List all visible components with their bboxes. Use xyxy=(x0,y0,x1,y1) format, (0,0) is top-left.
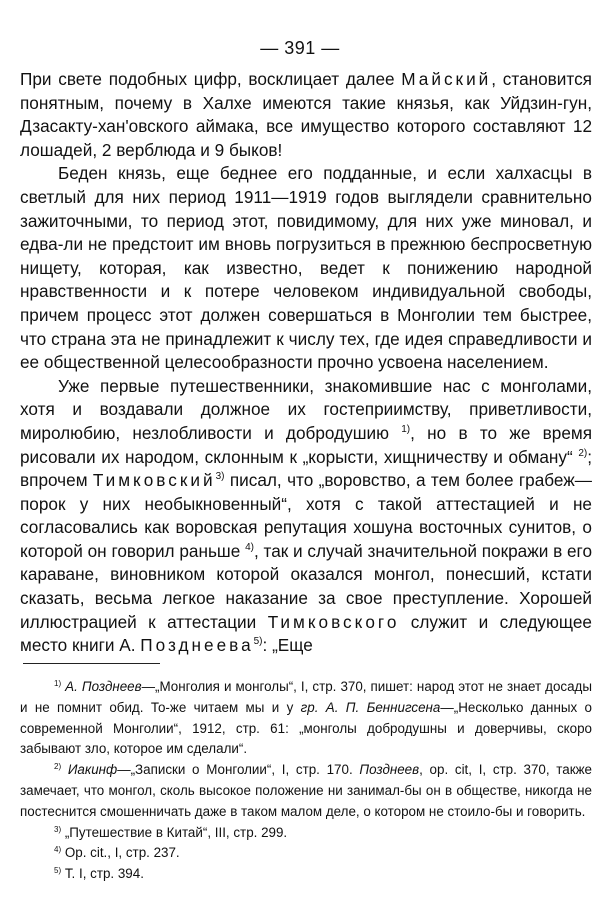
spaced-name: Майский xyxy=(401,69,492,89)
footnote-ref[interactable]: 5) xyxy=(253,636,263,648)
footnote-5 xyxy=(20,864,592,885)
footnote-text: —„Записки о Монголии“, I, стр. 170. xyxy=(117,762,360,778)
paragraph-text: , но в то же время рисовали их народом, склонным к „корысти, хищничеству и обману“ xyxy=(20,422,592,467)
footnote-2 xyxy=(20,760,592,822)
spaced-name: Позднеева xyxy=(140,635,254,656)
footnote-ref[interactable]: 3) xyxy=(215,471,225,483)
footnote-ref[interactable]: 2) xyxy=(578,447,588,459)
footnote-author: гр. А. П. Беннигсена xyxy=(300,699,441,715)
paragraph-text: ; впрочем xyxy=(20,446,592,491)
footnote-text: —„Монголия и монголы“, I, стр. 370, пишет: народ этот не знает досады и не помнит обид. То-же читаем мы и у xyxy=(20,679,592,715)
spaced-name: Тимковский xyxy=(92,470,216,491)
footnote-number: 5) xyxy=(54,866,62,876)
footnote-text: Op. cit., I, стр. 237. xyxy=(61,845,180,861)
main-text xyxy=(20,68,592,658)
paragraph-text: писал, что „воровство, а тем более грабеж—порок у них необыкновенный“, хотя с такой аттестацией и не согласовались как воровская репутация хошуна восточных сунитов, о которой он говорил раньше xyxy=(20,470,592,561)
footnote-author: Позднеев xyxy=(359,762,420,778)
footnote-3 xyxy=(20,823,592,844)
footnote-text: „Путешествие в Китай“, III, стр. 299. xyxy=(61,824,288,840)
footnote-number: 1) xyxy=(54,679,62,688)
footnote-author: А. Позднеев xyxy=(65,679,142,694)
footnote-number: 2) xyxy=(54,762,62,772)
paragraph-text: При свете подобных цифр, восклицает далее xyxy=(20,69,402,89)
paragraph-text: Уже первые путешественники, знакомившие нас с монголами, хотя и воздавали должное их гостеприимству, приветливости, миролюбию, незлобливости и добродушию xyxy=(20,375,592,443)
footnote-text: Т. I, стр. 394. xyxy=(61,866,144,882)
footnote-divider xyxy=(23,663,160,664)
paragraph-1 xyxy=(20,68,592,162)
paragraph-3 xyxy=(20,375,592,658)
paragraph-text: : „Еще xyxy=(262,635,313,656)
footnote-text: —„Несколько данных о современной Монголии“, 1912, стр. 61: „монголы добродушны и доверчивы, скоро забывают зло, которое им сделали“. xyxy=(20,699,592,757)
footnote-number: 4) xyxy=(54,845,62,855)
footnote-text: , op. cit, I, стр. 370, также замечает, что монгол, сколь высокое положение ни занимал-бы он в обществе, никогда не постеснится смошенничать даже в таком малом деле, о котором не стоило-бы и говорить. xyxy=(20,762,592,819)
footnote-number: 3) xyxy=(54,824,62,834)
paragraph-text: , так и случай значительной покражи в его караване, виновником которой оказался монгол, понесший, кстати сказать, весьма легкое наказание за свое преступление. Хорошей иллюстрацией к аттестации xyxy=(20,540,593,632)
page-number: — 391 — xyxy=(260,38,340,58)
footnote-ref[interactable]: 1) xyxy=(401,423,411,435)
paragraph-text: служит и следующее место книги А. xyxy=(20,611,592,656)
footnote-1 xyxy=(20,677,592,760)
paragraph-2: Беден князь, еще беднее его подданные, и если халхасцы в светлый для них период 1911—1919 годов выглядели сравнительно зажиточными, то период этот, повидимому, для них уже миновал, и едва-ли не предстоит им вновь погрузиться в прежнюю беспросветную нищету, которая, как известно, ведет к понижению народной нравственности и к потере человеком индивидуальной свободы, причем процесс этот должен совершаться в Монголии тем быстрее, что страна эта не принадлежит к числу тех, где идея справедливости и ее общественной целесообразности прочно усвоена населением. xyxy=(20,163,592,373)
footnotes xyxy=(20,677,592,885)
footnote-author: Иакинф xyxy=(67,762,118,778)
footnote-ref[interactable]: 4) xyxy=(245,541,254,553)
paragraph-text: , становится понятным, почему в Халхе имеются такие князья, как Уйдзин-гун, Дзасакту-хан'овского аймака, все имущество которого составляют 12 лошадей, 2 верблюда и 9 быков! xyxy=(20,69,592,160)
footnote-4 xyxy=(20,843,592,864)
spaced-name: Тимковского xyxy=(267,611,400,632)
